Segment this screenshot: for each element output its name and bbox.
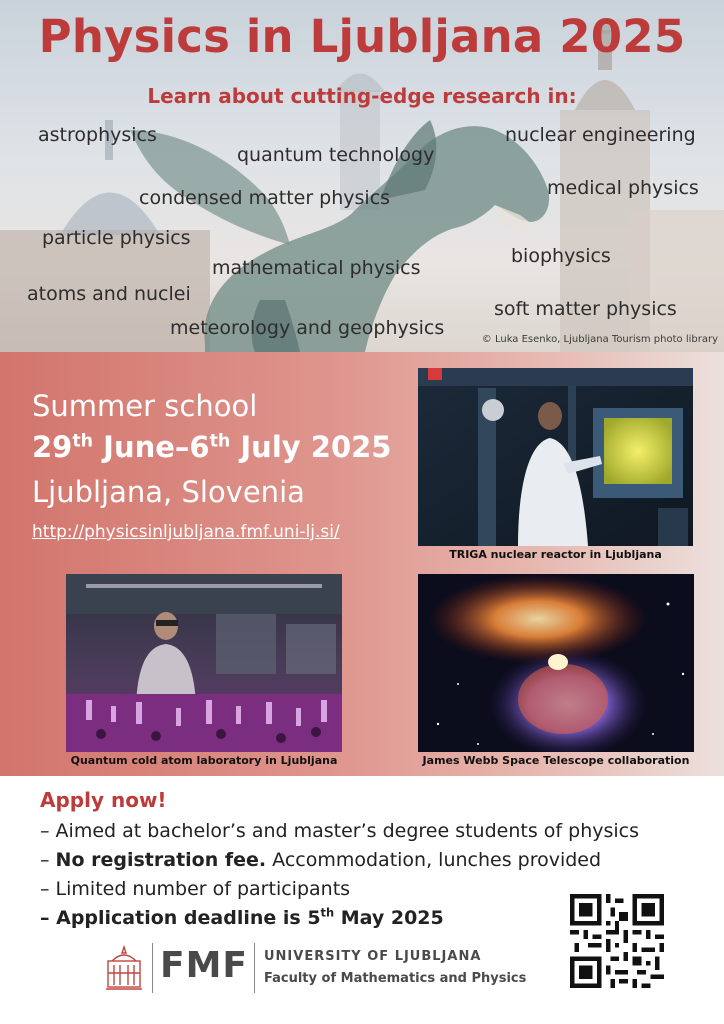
poster-subtitle: Learn about cutting-edge research in: <box>147 84 577 108</box>
fmf-logo-text: FMF <box>160 945 249 986</box>
qr-code-icon[interactable] <box>570 894 664 988</box>
reactor-photo <box>418 368 693 546</box>
logo-divider <box>254 943 255 993</box>
topic-mathematical-physics: mathematical physics <box>212 257 421 279</box>
bullet-deadline-suffix: th <box>320 905 335 920</box>
jwst-nebula-photo-caption: James Webb Space Telescope collaboration <box>422 754 690 767</box>
faculty-name: Faculty of Mathematics and Physics <box>264 971 527 986</box>
bullet-eligibility: – Aimed at bachelor’s and master’s degree students of physics <box>40 820 640 842</box>
topic-quantum-technology: quantum technology <box>237 144 435 166</box>
event-location: Ljubljana, Slovenia <box>32 475 305 509</box>
logo-divider <box>152 943 153 993</box>
topic-medical-physics: medical physics <box>547 177 699 199</box>
topic-particle-physics: particle physics <box>42 227 191 249</box>
faculty-logo <box>104 941 527 1001</box>
date-end-month-year: July 2025 <box>230 430 392 464</box>
event-info-section <box>0 352 724 776</box>
reactor-photo-caption: TRIGA nuclear reactor in Ljubljana <box>449 548 662 561</box>
university-name: UNIVERSITY OF LJUBLJANA <box>264 949 482 964</box>
date-start-month: June–6 <box>93 430 210 464</box>
apply-section <box>30 776 694 1024</box>
bullet-fees-rest: Accommodation, lunches provided <box>266 849 602 871</box>
header-section <box>0 0 724 352</box>
topic-condensed-matter-physics: condensed matter physics <box>139 187 391 209</box>
bullet-fees <box>40 849 601 871</box>
topic-nuclear-engineering: nuclear engineering <box>505 124 696 146</box>
date-start-suffix: th <box>72 431 94 452</box>
bullet-deadline <box>40 907 444 929</box>
date-end-suffix: th <box>209 431 231 452</box>
bullet-fees-dash: – <box>40 849 56 871</box>
cold-atom-lab-photo-image <box>66 574 342 752</box>
bullet-deadline-text: – Application deadline is 5 <box>40 907 321 929</box>
event-dates <box>32 430 391 464</box>
poster-title: Physics in Ljubljana 2025 <box>38 10 686 63</box>
date-start-day: 29 <box>32 430 73 464</box>
topic-meteorology-and-geophysics: meteorology and geophysics <box>170 317 445 339</box>
event-type: Summer school <box>32 389 258 423</box>
university-building-icon <box>104 945 144 991</box>
topic-biophysics: biophysics <box>511 245 611 267</box>
event-url-link[interactable]: http://physicsinljubljana.fmf.uni-lj.si/ <box>32 522 340 542</box>
topic-astrophysics: astrophysics <box>38 124 157 146</box>
topic-atoms-and-nuclei: atoms and nuclei <box>27 283 191 305</box>
apply-title: Apply now! <box>40 788 167 812</box>
cold-atom-lab-photo-caption: Quantum cold atom laboratory in Ljubljana <box>70 754 338 767</box>
photo-credit: © Luka Esenko, Ljubljana Tourism photo library <box>481 334 718 345</box>
bullet-deadline-end: May 2025 <box>334 907 444 929</box>
bullet-fees-bold: No registration fee. <box>55 849 267 871</box>
jwst-nebula-photo-image <box>418 574 694 752</box>
jwst-nebula-photo <box>418 574 694 752</box>
cold-atom-lab-photo <box>66 574 342 752</box>
reactor-photo-image <box>418 368 693 546</box>
topic-soft-matter-physics: soft matter physics <box>494 298 677 320</box>
bullet-participants: – Limited number of participants <box>40 878 351 900</box>
